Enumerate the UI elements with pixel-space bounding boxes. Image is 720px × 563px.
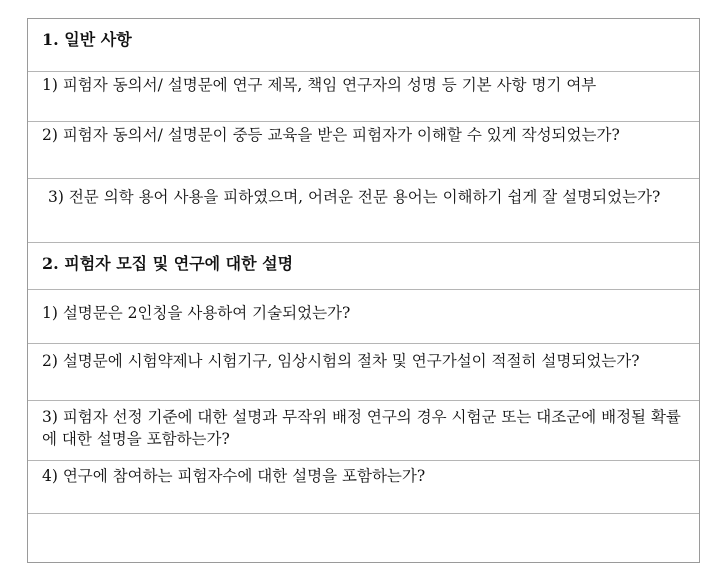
checklist-item: 1) 설명문은 2인칭을 사용하여 기술되었는가? [28, 290, 699, 344]
section-heading-recruitment: 2. 피험자 모집 및 연구에 대한 설명 [28, 243, 699, 290]
empty-row [28, 514, 699, 562]
checklist-item: 3) 전문 의학 용어 사용을 피하였으며, 어려운 전문 용어는 이해하기 쉽게 잘 설명되었는가? [28, 179, 699, 243]
checklist-item: 4) 연구에 참여하는 피험자수에 대한 설명을 포함하는가? [28, 461, 699, 514]
checklist-table [27, 18, 700, 563]
checklist-item: 3) 피험자 선정 기준에 대한 설명과 무작위 배정 연구의 경우 시험군 또는 대조군에 배정될 확률에 대한 설명을 포함하는가? [28, 401, 699, 461]
checklist-item: 2) 피험자 동의서/ 설명문이 중등 교육을 받은 피험자가 이해할 수 있게 작성되었는가? [28, 122, 699, 179]
checklist-item: 2) 설명문에 시험약제나 시험기구, 임상시험의 절차 및 연구가설이 적절히 설명되었는가? [28, 344, 699, 401]
section-heading-general: 1. 일반 사항 [28, 19, 699, 72]
checklist-item: 1) 피험자 동의서/ 설명문에 연구 제목, 책임 연구자의 성명 등 기본 사항 명기 여부 [28, 72, 699, 122]
